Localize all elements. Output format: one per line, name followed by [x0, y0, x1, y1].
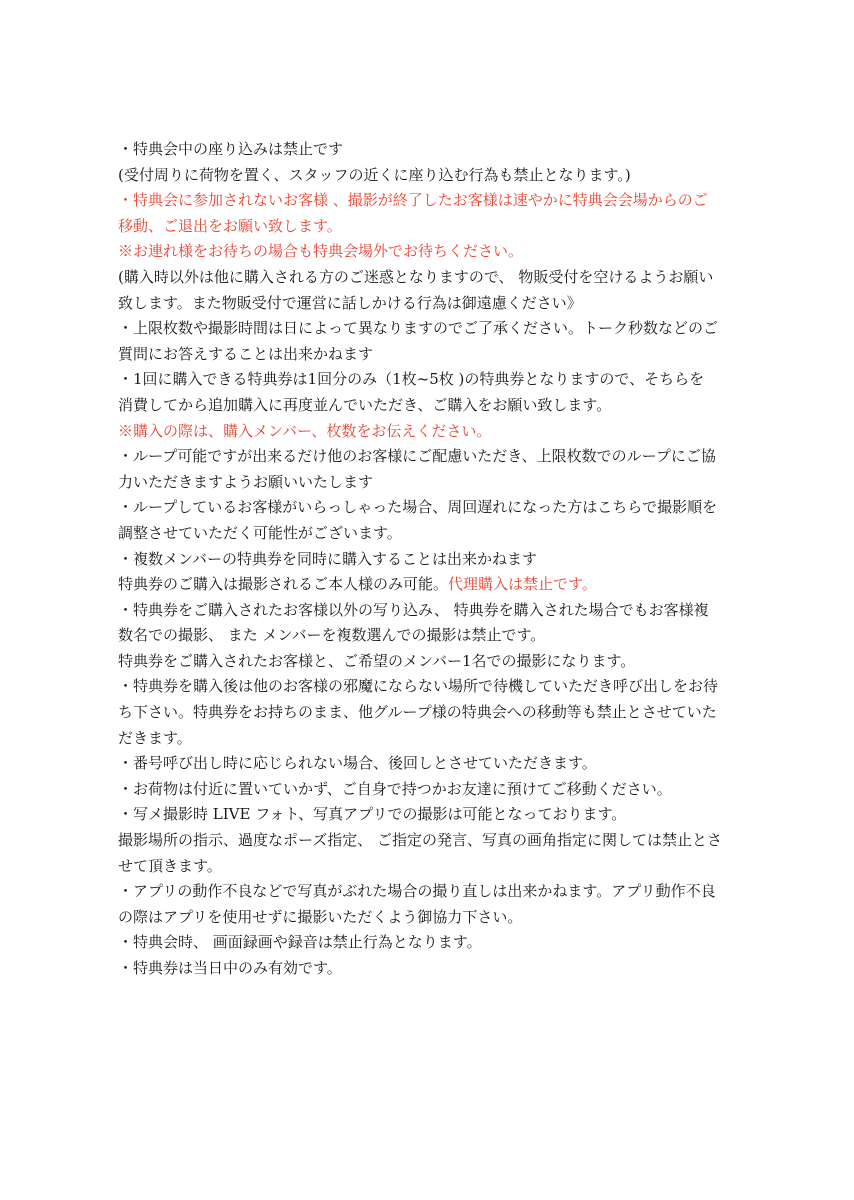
text-line [118, 751, 748, 777]
text-line [118, 930, 748, 956]
text-line [118, 214, 748, 240]
text-line [118, 137, 748, 163]
highlighted-notice-text: ・特典会に参加されないお客様 、撮影が終了したお客様は速やかに特典会会場からのご [118, 191, 708, 210]
highlighted-notice-text: ※購入の際は、購入メンバー、枚数をお伝えください。 [118, 421, 492, 440]
notice-text: 特典券をご購入されたお客様と、ご希望のメンバー1名での撮影になります。 [118, 651, 636, 670]
notice-text: 致します。また物販受付で運営に話しかける行為は御遠慮ください》 [118, 293, 582, 312]
notice-text: ・上限枚数や撮影時間は日によって異なりますのでご了承ください。トーク秒数などのご [118, 319, 719, 338]
notice-text: 調整させていただく可能性がございます。 [118, 523, 402, 542]
text-line [118, 674, 748, 700]
text-line [118, 598, 748, 624]
notice-text: ・1回に購入できる特典券は1回分のみ（1枚~5枚 )の特典券となりますので、そちらを [118, 370, 705, 389]
text-line [118, 470, 748, 496]
text-line [118, 393, 748, 419]
text-line [118, 854, 748, 880]
notice-text: ・特典券を購入後は他のお客様の邪魔にならない場所で待機していただき呼び出しをお待 [118, 677, 719, 696]
text-line [118, 623, 748, 649]
text-line [118, 777, 748, 803]
highlighted-notice-text: 代理購入は禁止です。 [448, 575, 597, 594]
text-line [118, 265, 748, 291]
notice-text: ・特典券をご購入されたお客様以外の写り込み、 特典券を購入された場合でもお客様複 [118, 600, 709, 619]
notice-text: (購入時以外は他に購入される方のご迷惑となりますので、 物販受付を空けるようお願い [118, 267, 714, 286]
text-line [118, 828, 748, 854]
text-line [118, 521, 748, 547]
notice-text: (受付周りに荷物を置く、スタッフの近くに座り込む行為も禁止となります。) [118, 165, 631, 184]
notice-text: ・番号呼び出し時に応じられない場合、後回しとさせていただきます。 [118, 754, 597, 773]
notice-text: せて頂きます。 [118, 856, 222, 875]
notice-text: ・アプリの動作不良などで写真がぶれた場合の撮り直しは出来かねます。アプリ動作不良 [118, 882, 716, 901]
text-line [118, 649, 748, 675]
text-line [118, 342, 748, 368]
text-line [118, 572, 748, 598]
notice-text: 力いただきますようお願いいたします [118, 472, 374, 491]
text-line [118, 163, 748, 189]
notice-text: 消費してから追加購入に再度並んでいただき、ご購入をお願い致します。 [118, 395, 612, 414]
notice-text: ・特典券は当日中のみ有効です。 [118, 959, 342, 977]
text-line [118, 879, 748, 905]
text-line [118, 444, 748, 470]
highlighted-notice-text: ※お連れ様をお待ちの場合も特典会場外でお待ちください。 [118, 242, 524, 261]
notice-text: 質問にお答えすることは出来かねます [118, 344, 374, 363]
notice-text: ・特典会時、 画面録画や録音は禁止行為となります。 [118, 933, 482, 952]
text-line [118, 547, 748, 573]
text-line [118, 700, 748, 726]
notice-text: ・特典会中の座り込みは禁止です [118, 140, 344, 158]
notice-text: 特典券のご購入は撮影されるご本人様のみ可能。 [118, 575, 449, 594]
text-line [118, 316, 748, 342]
text-line [118, 419, 748, 445]
notice-text: ・ループしているお客様がいらっしゃった場合、周回遅れになった方はこちらで撮影順を [118, 498, 718, 517]
notice-text: ・ループ可能ですが出来るだけ他のお客様にご配慮いただき、上限枚数でのループにご協 [118, 447, 716, 466]
text-line [118, 239, 748, 265]
text-line [118, 802, 748, 828]
text-line [118, 726, 748, 752]
notice-text: だきます。 [118, 728, 192, 747]
text-line [118, 367, 748, 393]
notice-text: 撮影場所の指示、過度なポーズ指定、 ご指定の発言、写真の画角指定に関しては禁止とさ [118, 831, 723, 850]
text-line [118, 956, 748, 982]
notice-text: ・お荷物は付近に置いていかず、ご自身で持つかお友達に預けてご移動ください。 [118, 779, 672, 798]
notice-text: ・写メ撮影時 LIVE フォト、写真アプリでの撮影は可能となっております。 [118, 805, 627, 824]
text-line [118, 291, 748, 317]
text-line [118, 188, 748, 214]
notice-text: ・複数メンバーの特典券を同時に購入することは出来かねます [118, 549, 537, 568]
text-line [118, 905, 748, 931]
notice-text: ち下さい。特典券をお持ちのまま、他グループ様の特典会への移動等も禁止とさせていた [118, 703, 717, 722]
highlighted-notice-text: 移動、ご退出をお願い致します。 [118, 216, 342, 235]
text-line [118, 495, 748, 521]
notice-text: 数名での撮影、 また メンバーを複数選んでの撮影は禁止です。 [118, 626, 546, 645]
notice-text: の際はアプリを使用せずに撮影いただくよう御協力下さい。 [118, 907, 523, 926]
rules-text-block [118, 137, 748, 982]
